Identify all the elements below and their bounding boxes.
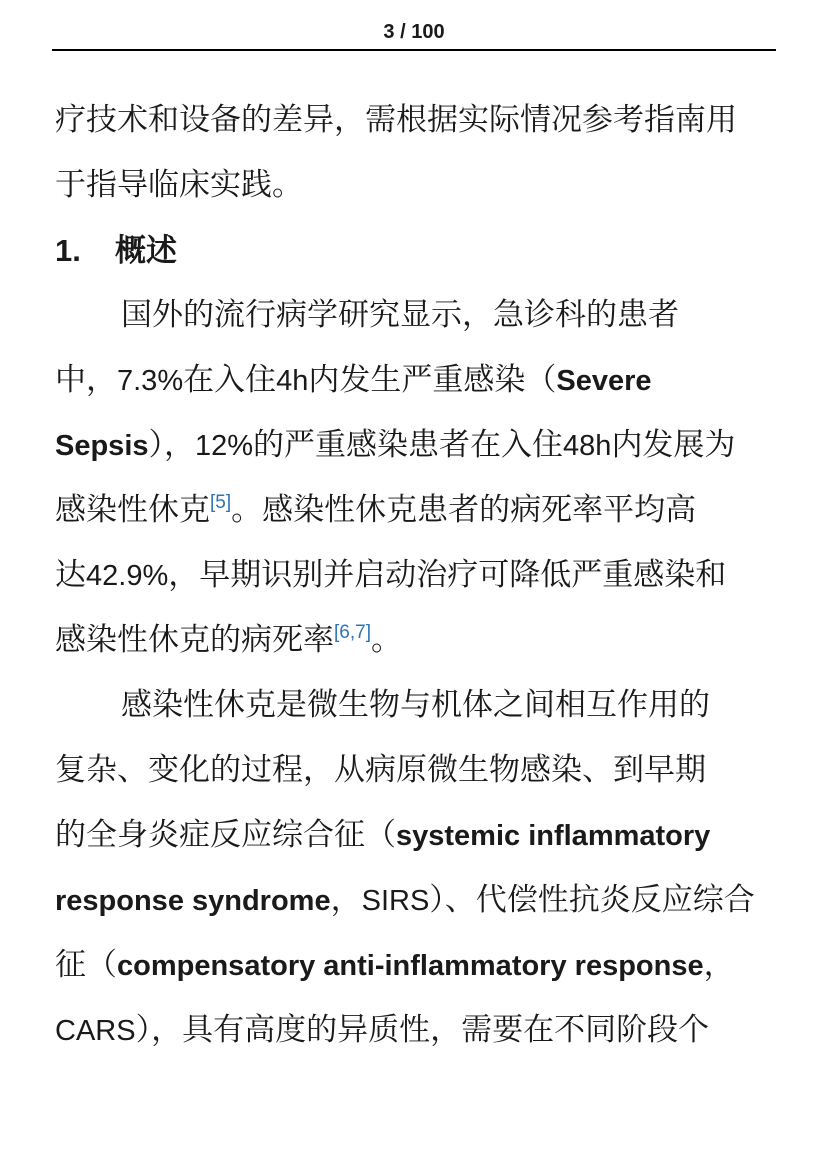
section-heading: [55, 218, 775, 283]
text-line: [55, 153, 775, 218]
text-run: 感染性休克的病死率: [55, 622, 334, 658]
page-header: [52, 18, 776, 51]
section-number: 1.: [55, 233, 81, 268]
text-line: [55, 283, 775, 348]
citation-ref[interactable]: [6,7]: [334, 622, 371, 643]
text-run: 48h: [563, 430, 612, 462]
text-line: [55, 803, 775, 868]
text-run: ，: [703, 947, 735, 983]
document-body: [55, 88, 775, 1063]
text-run: 国外的流行病学研究显示，急诊科的患者: [121, 297, 679, 333]
text-run: SIRS: [361, 885, 430, 917]
text-run: response syndrome: [55, 885, 331, 917]
text-run: ）、代偿性抗炎反应综合: [429, 882, 755, 918]
text-run: 疗技术和设备的差异，需根据实际情况参考指南用: [55, 102, 737, 138]
text-run: 。: [370, 622, 402, 658]
citation-ref[interactable]: [5]: [210, 492, 232, 513]
text-run: ），: [148, 427, 195, 463]
text-run: 4h: [276, 365, 309, 397]
section-title: 概述: [115, 233, 177, 269]
text-run: 感染性休克是微生物与机体之间相互作用的: [121, 687, 710, 723]
text-line: [55, 738, 775, 803]
text-run: 。感染性休克患者的病死率平均高: [231, 492, 697, 528]
text-run: 42.9%: [86, 560, 169, 592]
text-line: [55, 543, 775, 608]
text-run: 的全身炎症反应综合征（: [55, 817, 396, 853]
text-line: [55, 608, 775, 673]
text-run: 复杂、变化的过程，从病原微生物感染、到早期: [55, 752, 706, 788]
text-run: 感染性休克: [55, 492, 210, 528]
text-run: ，早期识别并启动治疗可降低严重感染和: [168, 557, 727, 593]
text-run: CARS: [55, 1015, 136, 1047]
page-number: 3 / 100: [383, 21, 445, 43]
text-run: 内发生严重感染（: [308, 362, 557, 398]
text-run: 在入住: [183, 362, 277, 398]
text-run: 7.3%: [117, 365, 184, 397]
text-line: [55, 868, 775, 933]
text-line: [55, 478, 775, 543]
text-run: 中，: [55, 362, 117, 398]
text-run: compensatory anti-inflammatory response: [117, 950, 704, 982]
text-run: ，: [330, 882, 362, 918]
text-run: 的严重感染患者在入住: [253, 427, 564, 463]
text-run: Severe: [556, 365, 652, 397]
text-run: 达: [55, 557, 86, 593]
text-run: 征（: [55, 947, 117, 983]
text-run: 于指导临床实践。: [55, 167, 303, 203]
text-run: ），具有高度的异质性，需要在不同阶段个: [135, 1012, 710, 1048]
text-line: [55, 673, 775, 738]
text-line: [55, 88, 775, 153]
text-run: Sepsis: [55, 430, 149, 462]
text-run: systemic inflammatory: [396, 820, 711, 852]
text-line: [55, 413, 775, 478]
text-line: [55, 998, 775, 1063]
text-run: 12%: [195, 430, 254, 462]
text-run: 内发展为: [611, 427, 736, 463]
text-line: [55, 348, 775, 413]
text-line: [55, 933, 775, 998]
